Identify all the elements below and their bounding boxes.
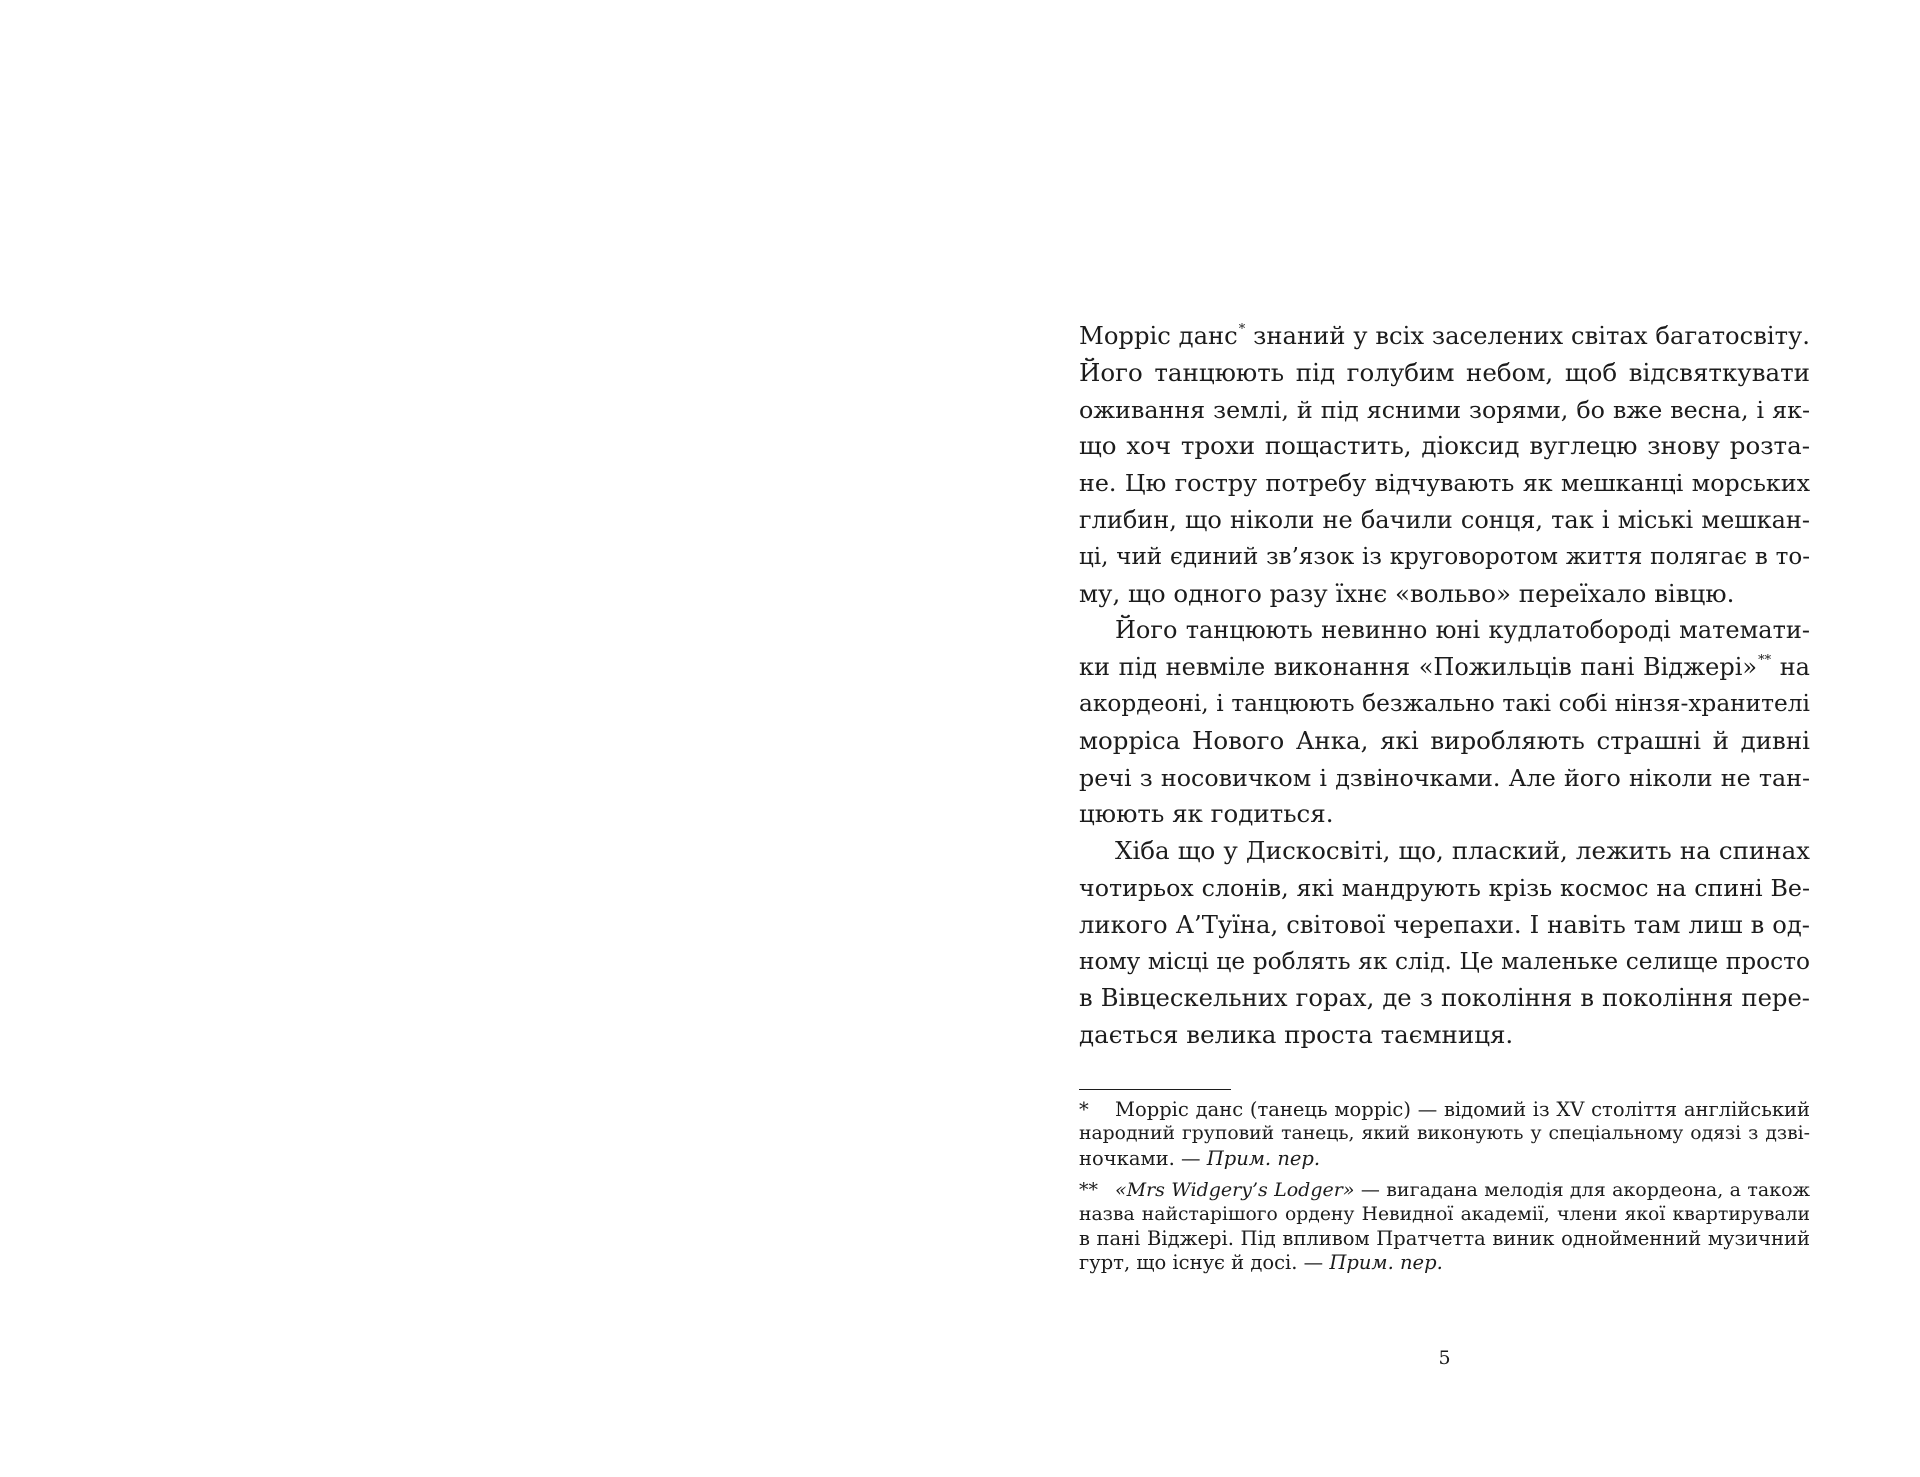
footnote-text: Морріс данс (танець морріс) — відомий із XV століття англійський xyxy=(1115,1098,1810,1121)
footnote-divider xyxy=(1079,1089,1231,1090)
footnote-ref-2[interactable]: ** xyxy=(1758,653,1772,669)
footnote-line xyxy=(1079,1251,1810,1275)
footnote-line: назва найстарішого ордену Невидної академії, члени якої квартирували xyxy=(1079,1203,1810,1225)
main-text xyxy=(1079,318,1810,1054)
text-line: ці, чий єдиний зв’язок із круговоротом життя полягає в то- xyxy=(1079,543,1810,570)
paragraph-1 xyxy=(1079,318,1810,612)
text-line: не. Цю гостру потребу відчувають як мешканці морських xyxy=(1079,469,1810,498)
footnote-text: — вигадана мелодія для акордеона, а також xyxy=(1360,1179,1810,1202)
text-line: глибин, що ніколи не бачили сонця, так і міські мешкан- xyxy=(1079,505,1810,534)
text-line: морріса Нового Анка, які виробляють страшні й дивні xyxy=(1079,725,1810,755)
footnote-marker: * xyxy=(1079,1098,1089,1121)
footnote-title: «Mrs Widgery’s Lodger» xyxy=(1115,1179,1355,1202)
translator-note-label: Прим. пер. xyxy=(1206,1146,1321,1170)
text-line: Його танцюють невинно юні кудлатобороді математи- xyxy=(1115,616,1810,645)
footnotes xyxy=(1079,1098,1810,1276)
text-line: Його танцюють під голубим небом, щоб відсвяткувати xyxy=(1079,357,1810,387)
footnote-line xyxy=(1079,1098,1810,1122)
text-line: дається велика проста таємниця. xyxy=(1079,1020,1514,1050)
text-line: що хоч трохи пощастить, діоксид вуглецю знову розта- xyxy=(1079,431,1810,461)
page-number: 5 xyxy=(1438,1347,1451,1369)
paragraph-3 xyxy=(1079,833,1810,1054)
text-segment: Морріс данс xyxy=(1079,321,1238,350)
footnote-1 xyxy=(1079,1098,1810,1171)
text-line: в Вівцескельних горах, де з покоління в покоління пере- xyxy=(1079,983,1810,1013)
text-line: акордеоні, і танцюють безжально такі собі нінзя-хранителі xyxy=(1079,689,1810,717)
text-segment: на xyxy=(1779,653,1810,682)
text-line: Хіба що у Дискосвіті, що, плаский, лежить на спинах xyxy=(1115,836,1810,866)
text-line: ному місці це роблять як слід. Це маленьке селище просто xyxy=(1079,947,1810,975)
footnote-text: гурт, що існує й досі. — xyxy=(1079,1251,1324,1275)
footnote-line: в пані Віджері. Під впливом Пратчетта виник однойменний музичний xyxy=(1079,1226,1810,1250)
paragraph-2 xyxy=(1079,612,1810,833)
footnote-line xyxy=(1079,1147,1810,1171)
text-line xyxy=(1079,318,1810,355)
footnote-line: народний груповий танець, який виконують у спеціальному одязі з дзві- xyxy=(1079,1123,1810,1145)
footnote-marker: ** xyxy=(1079,1179,1098,1202)
text-line: цюють як годиться. xyxy=(1079,799,1334,829)
right-page xyxy=(1079,0,1810,1477)
text-line: речі з носовичком і дзвіночками. Але його ніколи не тан- xyxy=(1079,763,1810,792)
footnote-text: ночками. — xyxy=(1079,1146,1201,1170)
footnote-ref-1[interactable]: * xyxy=(1238,322,1246,337)
text-segment: ки під невміле виконання «Пожильців пані Віджері» xyxy=(1079,653,1758,682)
footnote-line xyxy=(1079,1178,1810,1202)
text-line xyxy=(1079,649,1810,686)
text-segment: знаний у всіх заселених світах багатосвіту. xyxy=(1253,321,1811,350)
text-line: оживання землі, й під ясними зорями, бо вже весна, і як- xyxy=(1079,395,1810,424)
translator-note-label: Прим. пер. xyxy=(1329,1251,1443,1275)
text-line: чотирьох слонів, які мандрують крізь космос на спині Ве- xyxy=(1079,873,1810,902)
footnote-2 xyxy=(1079,1178,1810,1276)
text-line: ликого А’Туїна, світової черепахи. І навіть там лиш в од- xyxy=(1079,909,1810,939)
text-line: му, що одного разу їхнє «вольво» переїхало вівцю. xyxy=(1079,578,1735,608)
